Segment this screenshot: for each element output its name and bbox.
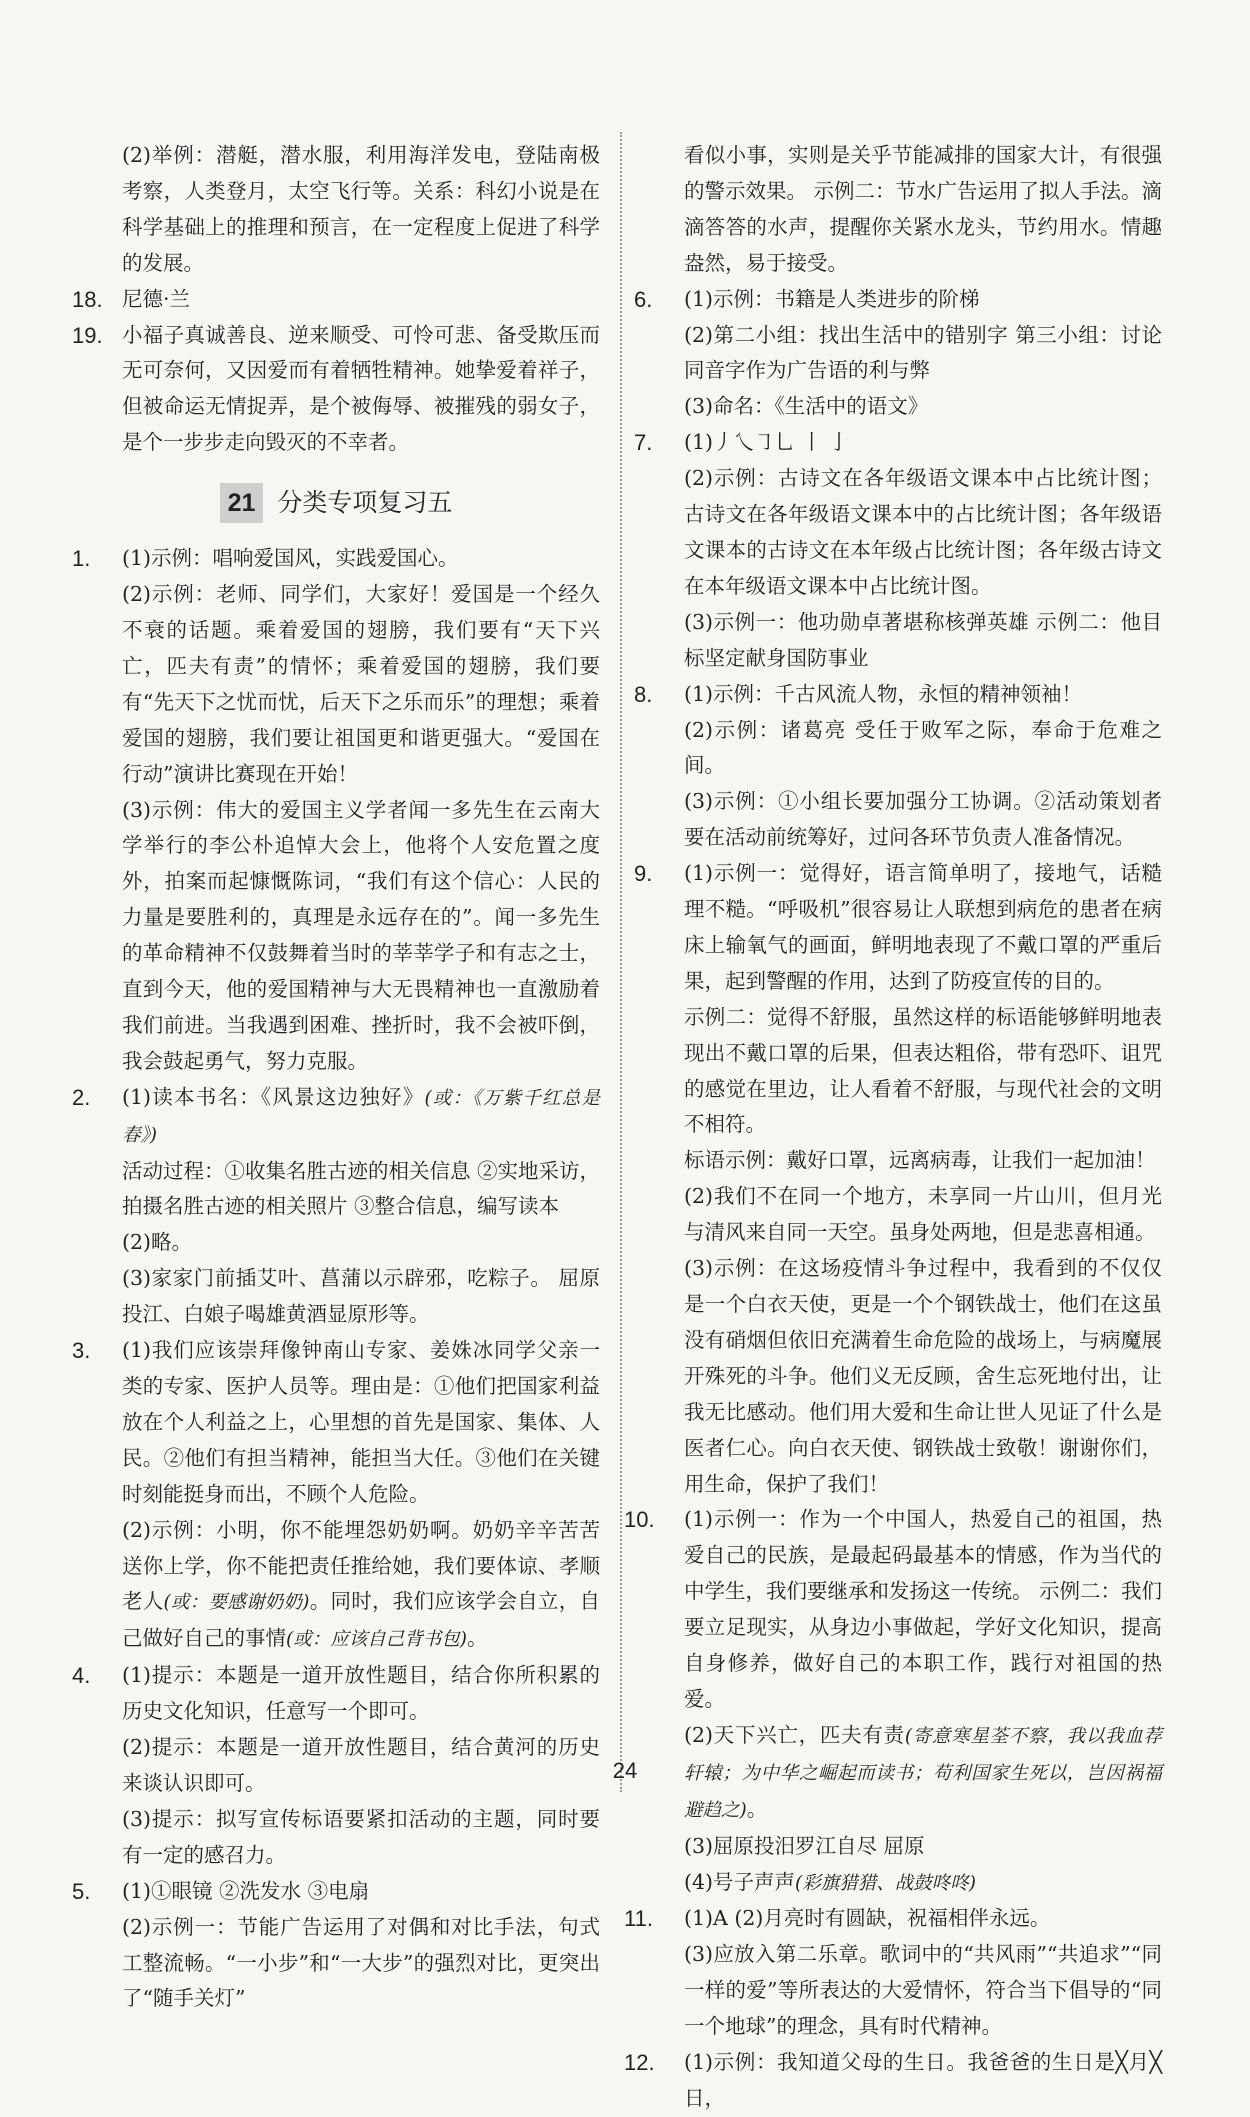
answer-part: (3)示例：伟大的爱国主义学者闻一多先生在云南大学举行的李公朴追悼大会上，他将个人安危置之度外，拍案而起慷慨陈词，“我们有这个信心：人民的力量是要胜利的，真理是永远存在的”。闻一多先生的革命精神不仅鼓舞着当时的莘莘学子和有志之士，直到今天，他的爱国精神与大无畏精神也一直激励着我们前进。当我遇到困难、挫折时，我不会被吓倒，我会鼓起勇气，努力克服。: [122, 797, 600, 1073]
answer-part: (1)示例：我知道父母的生日。我爸爸的生日是╳月╳日，: [684, 2050, 1162, 2110]
answer-part: (2)示例：老师、同学们，大家好！爱国是一个经久不衰的话题。乘着爱国的翅膀，我们要有“天下兴亡，匹夫有责”的情怀；乘着爱国的翅膀，我们要有“先天下之忧而忧，后天下之乐而乐”的理想；乘着爱国的翅膀，我们要让祖国更和谐更强大。“爱国在行动”演讲比赛现在开始！: [122, 582, 600, 786]
question-8: [634, 677, 1162, 857]
answer-part: 活动过程：①收集名胜古迹的相关信息 ②实地采访，拍摄名胜古迹的相关照片 ③整合信息，编写读本: [122, 1158, 601, 1219]
answer-part: (1)①眼镜 ②洗发水 ③电扇: [122, 1878, 370, 1903]
question-11: [624, 1901, 1162, 2045]
question-number: 3.: [72, 1338, 91, 1364]
answer-part: (2)示例：诸葛亮 受任于败军之际，奉命于危难之间。: [684, 717, 1162, 778]
question-3: [72, 1333, 600, 1658]
question-19: [72, 318, 600, 462]
answer-part: (4)号子声声(彩旗猎猎、战鼓咚咚): [684, 1869, 976, 1894]
left-column: [72, 138, 600, 2017]
answer-part: 标语示例：戴好口罩，远离病毒，让我们一起加油！: [684, 1148, 1156, 1173]
question-number: 19.: [72, 322, 103, 348]
question-number: 8.: [634, 681, 653, 707]
question-6: [634, 282, 1162, 426]
answer-text: 尼德·兰: [122, 286, 191, 311]
question-number: 11.: [624, 1906, 653, 1932]
question-9: [634, 856, 1162, 1502]
question-2: [72, 1080, 600, 1333]
question-18: [72, 282, 600, 318]
answer-part: (1)A (2)月亮时有圆缺，祝福相伴永远。: [684, 1906, 1051, 1931]
section-number: 21: [220, 483, 264, 523]
q17-part2: (2)举例：潜艇，潜水服，利用海洋发电，登陆南极考察，人类登月，太空飞行等。关系：科幻小说是在科学基础上的推理和预言，在一定程度上促进了科学的发展。: [122, 143, 600, 275]
question-number: 4.: [72, 1663, 91, 1689]
answer-part: (1)示例：千古风流人物，永恒的精神领袖！: [684, 681, 1083, 706]
answer-part: (3)应放入第二乐章。歌词中的“共风雨”“共追求”“同一样的爱”等所表达的大爱情怀，符合当下倡导的“同一个地球”的理念，具有时代精神。: [684, 1942, 1162, 2039]
answer-part: (2)第二小组：找出生活中的错别字 第三小组：讨论同音字作为广告语的利与弊: [684, 322, 1162, 383]
question-number: 12.: [624, 2050, 655, 2076]
answer-part: (3)示例：①小组长要加强分工协调。②活动策划者要在活动前统筹好，过问各环节负责人准备情况。: [684, 789, 1162, 850]
answer-part: (2)示例：古诗文在各年级语文课本中占比统计图；古诗文在各年级语文课本中的占比统计图；各年级语文课本的古诗文在本年级占比统计图；各年级古诗文在本年级语文课本中占比统计图。: [684, 466, 1162, 598]
question-number: 1.: [72, 546, 91, 572]
answer-part: (3)屈原投汨罗江自尽 屈原: [684, 1833, 925, 1858]
answer-part: (2)略。: [122, 1230, 193, 1255]
question-number: 9.: [634, 861, 653, 887]
question-number: 5.: [72, 1878, 91, 1904]
answer-part: (1)读本书名：《风景这边独好》(或：《万紫千红总是春》): [122, 1084, 601, 1146]
section-title: 分类专项复习五: [277, 488, 453, 518]
question-number: 10.: [624, 1507, 655, 1533]
answer-part: (1)示例：书籍是人类进步的阶梯: [684, 286, 980, 311]
q5-continued: 看似小事，实则是关乎节能减排的国家大计，有很强的警示效果。 示例二：节水广告运用了拟人手法。滴滴答答的水声，提醒你关紧水龙头，节约用水。情趣盎然，易于接受。: [684, 143, 1163, 275]
answer-part: (3)示例一：他功勋卓著堪称核弹英雄 示例二：他目标坚定献身国防事业: [684, 609, 1162, 670]
answer-part: (1)我们应该崇拜像钟南山专家、姜姝冰同学父亲一类的专家、医护人员等。理由是：①他们把国家利益放在个人利益之上，心里想的首先是国家、集体、人民。②他们有担当精神，能担当大任。③他们在关键时刻能挺身而出，不顾个人危险。: [122, 1338, 600, 1506]
question-1: [72, 541, 600, 1080]
answer-part: (1)示例：唱响爱国风，实践爱国心。: [122, 546, 459, 571]
answer-part: (1)丿乀㇆乚 丨 亅: [684, 430, 850, 455]
question-number: 18.: [72, 286, 103, 312]
answer-text: 小福子真诚善良、逆来顺受、可怜可悲、备受欺压而无可奈何，又因爱而有着牺牲精神。她挚爱着祥子，但被命运无情捉弄，是个被侮辱、被摧残的弱女子，是个一步步走向毁灭的不幸者。: [122, 322, 600, 455]
answer-part: 示例二：觉得不舒服，虽然这样的标语能够鲜明地表现出不戴口罩的后果，但表达粗俗，带有恐吓、诅咒的感觉在里边，让人看着不舒服，与现代社会的文明不相符。: [684, 1004, 1162, 1137]
answer-part: (3)提示：拟写宣传标语要紧扣活动的主题，同时要有一定的感召力。: [122, 1806, 600, 1867]
answer-part: (2)天下兴亡，匹夫有责(寄意寒星荃不察，我以我血荐轩辕；为中华之崛起而读书；苟利国家生死以，岂因祸福避趋之)。: [684, 1722, 1163, 1821]
question-7: [634, 425, 1162, 676]
answer-part: (2)示例：小明，你不能埋怨奶奶啊。奶奶辛辛苦苦送你上学，你不能把责任推给她，我们要体谅、孝顺老人(或：要感谢奶奶)。同时，我们应该学会自立，自己做好自己的事情(或：应该自己背书包)。: [122, 1517, 601, 1651]
answer-part: (1)示例一：作为一个中国人，热爱自己的祖国，热爱自己的民族，是最起码最基本的情感，作为当代的中学生，我们要继承和发扬这一传统。 示例二：我们要立足现实，从身边小事做起，学好文化知识，提高自身修养，做好自己的本职工作，践行对祖国的热爱。: [684, 1507, 1163, 1711]
answer-part: (3)命名：《生活中的语文》: [684, 394, 929, 419]
answer-part: (2)我们不在同一个地方，未享同一片山川，但月光与清风来自同一天空。虽身处两地，但是悲喜相通。: [684, 1184, 1162, 1245]
question-number: 2.: [72, 1084, 91, 1110]
answer-part: (1)提示：本题是一道开放性题目，结合你所积累的历史文化知识，任意写一个即可。: [122, 1663, 600, 1724]
column-divider: [620, 132, 622, 1792]
question-12: [624, 2045, 1162, 2117]
answer-part: (1)示例一：觉得好，语言简单明了，接地气，话糙理不糙。“呼吸机”很容易让人联想到病危的患者在病床上输氧气的画面，鲜明地表现了不戴口罩的严重后果，起到警醒的作用，达到了防疫宣传的目的。: [684, 861, 1162, 993]
question-number: 6.: [634, 286, 653, 312]
question-5: [72, 1874, 600, 2018]
section-heading: [72, 483, 600, 523]
page-number: 24: [612, 1758, 638, 1783]
answer-part: (3)家家门前插艾叶、菖蒲以示辟邪，吃粽子。 屈原投江、白娘子喝雄黄酒显原形等。: [122, 1266, 600, 1327]
question-number: 7.: [634, 430, 653, 456]
answer-part: (3)示例：在这场疫情斗争过程中，我看到的不仅仅是一个白衣天使，更是一个个钢铁战士，他们在这虽没有硝烟但依旧充满着生命危险的战场上，与病魔展开殊死的斗争。他们义无反顾，舍生忘死地付出，让我无比感动。他们用大爱和生命让世人见证了什么是医者仁心。向白衣天使、钢铁战士致敬！谢谢你们，用生命，保护了我们！: [684, 1256, 1162, 1496]
answer-part: (2)提示：本题是一道开放性题目，结合黄河的历史来谈认识即可。: [122, 1735, 600, 1795]
answer-part: (2)示例一：节能广告运用了对偶和对比手法，句式工整流畅。“一小步”和“一大步”的强烈对比，更突出了“随手关灯”: [122, 1914, 600, 2011]
